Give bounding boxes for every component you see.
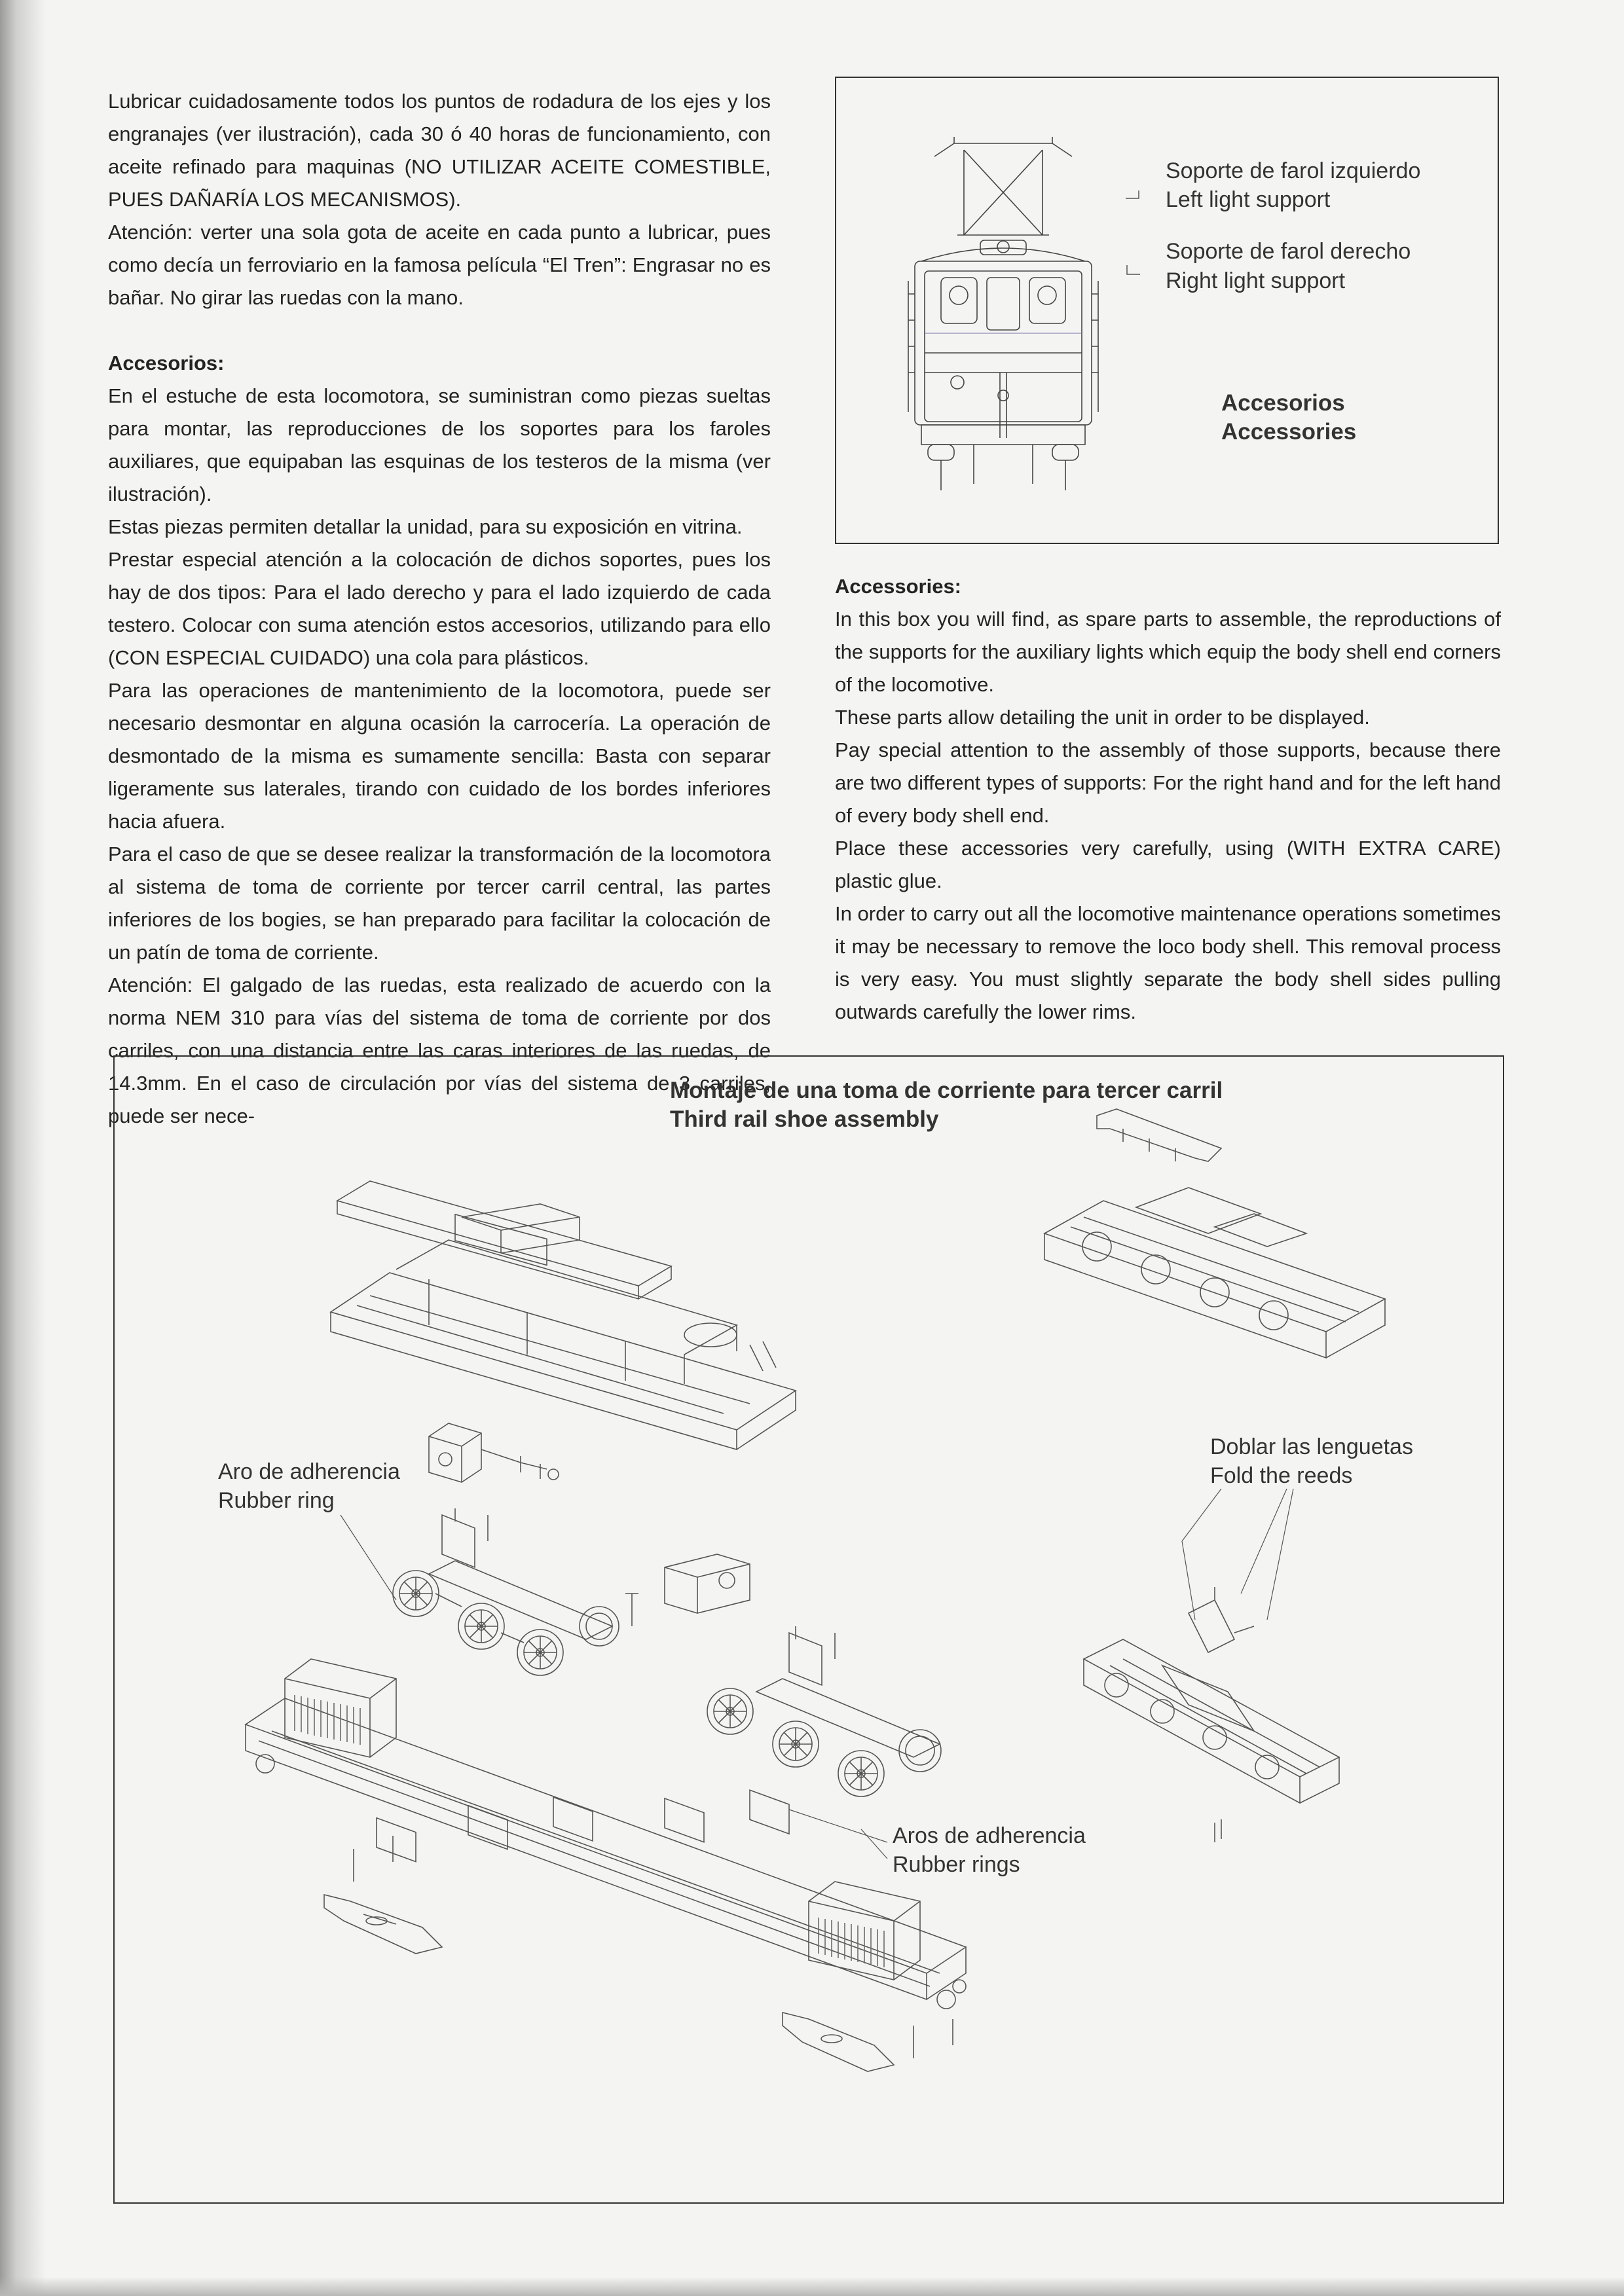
fold-reeds-label-es: Doblar las lenguetas [1210, 1434, 1413, 1459]
rubber-ring-label-en: Rubber ring [218, 1488, 335, 1513]
rubber-rings-label-es: Aros de adherencia [893, 1823, 1086, 1848]
maintenance-paragraph-es: Para las operaciones de mantenimiento de la locomotora, puede ser necesario desmontar en alguna ocasión la carrocería. La operación de desmontado de la misma es sumamente sencilla: Basta con separar ligeramente sus laterales, tirando con cuidado de los bordes inferiores hacia afuera. [108, 679, 771, 833]
wheel-gauge-paragraph-es: Atención: El galgado de las ruedas, esta realizado de acuerdo con la norma NEM 310 para vías del sistema de toma de corriente por dos carriles, con una distancia entre las caras interiores de las ruedas, de 14.3mm. En el caso de circulación por vías del sistema de 3 carriles, puede ser nece- [108, 974, 771, 1127]
page-bottom-shadow [0, 2277, 1624, 2296]
leader-lines [115, 1057, 1503, 2202]
supports-paragraph-en: Pay special attention to the assembly of those supports, because there are two different types of supports: For the right hand and for the left hand of every body shell end. [835, 738, 1501, 827]
third-rail-paragraph-es: Para el caso de que se desee realizar la transformación de la locomotora al sistema de toma de corriente por tercer carril central, las partes inferiores de los bogies, se han preparado para facilitar la colocación de un patín de toma de corriente. [108, 843, 771, 964]
attention-oil-paragraph: Atención: verter una sola gota de aceite en cada punto a lubricar, pues como decía un ferroviario en la famosa película “El Tren”: Engrasar no es bañar. No girar las ruedas con la mano. [108, 221, 771, 309]
assembly-title-en: Third rail shoe assembly [670, 1106, 939, 1132]
accessories-paragraph-en: In this box you will find, as spare parts to assemble, the reproductions of the supports for the auxiliary lights which equip the body shell end corners of the locomotive. [835, 608, 1501, 696]
locomotive-front-drawing [895, 137, 1111, 503]
accessories-figure [835, 77, 1499, 544]
lubrication-paragraph: Lubricar cuidadosamente todos los puntos de rodadura de los ejes y los engranajes (ver ilustración), cada 30 ó 40 horas de funcionamiento, con aceite refinado para maquinas (NO UTILIZAR ACEITE COMESTIBLE, PUES DAÑARÍA LOS MECANISMOS). [108, 90, 771, 211]
left-text-column [108, 85, 771, 1133]
right-text-column [835, 570, 1501, 1029]
left-light-support-label-es: Soporte de farol izquierdo [1166, 158, 1421, 183]
left-light-support-icon [1124, 189, 1144, 202]
rubber-rings-label-en: Rubber rings [893, 1852, 1020, 1877]
display-paragraph-es: Estas piezas permiten detallar la unidad, para su exposición en vitrina. [108, 515, 743, 538]
fold-reeds-label-en: Fold the reeds [1210, 1463, 1353, 1488]
accessories-heading-es: Accesorios: [108, 352, 225, 374]
accessories-paragraph-es: En el estuche de esta locomotora, se suministran como piezas sueltas para montar, las reproducciones de los soportes para los faroles auxiliares, que equipaban las esquinas de los testeros de la misma (ver ilustración). [108, 384, 771, 505]
rubber-ring-label-es: Aro de adherencia [218, 1459, 400, 1484]
right-light-support-label-es: Soporte de farol derecho [1166, 239, 1411, 264]
page-edge-shadow [0, 0, 46, 2296]
maintenance-paragraph-en: In order to carry out all the locomotive maintenance operations sometimes it may be necessary to remove the loco body shell. This removal process is very easy. You must slightly separate the body shell sides pulling outwards carefully the lower rims. [835, 902, 1501, 1023]
assembly-title-es: Montaje de una toma de corriente para tercer carril [670, 1078, 1223, 1103]
third-rail-assembly-figure [113, 1055, 1504, 2204]
display-paragraph-en: These parts allow detailing the unit in order to be displayed. [835, 706, 1370, 729]
glue-paragraph-en: Place these accessories very carefully, using (WITH EXTRA CARE) plastic glue. [835, 837, 1501, 892]
right-light-support-label-en: Right light support [1166, 268, 1346, 293]
accessories-caption-es: Accesorios [1221, 390, 1345, 416]
accessories-caption-en: Accessories [1221, 419, 1357, 445]
left-light-support-label-en: Left light support [1166, 187, 1331, 212]
right-light-support-icon [1124, 263, 1144, 278]
supports-paragraph-es: Prestar especial atención a la colocación de dichos soportes, pues los hay de dos tipos: Para el lado derecho y para el lado izquierdo de cada testero. Colocar con suma atención estos accesorios, utilizando para ello (CON ESPECIAL CUIDADO) una cola para plásticos. [108, 548, 771, 669]
accessories-heading-en: Accessories: [835, 575, 962, 598]
